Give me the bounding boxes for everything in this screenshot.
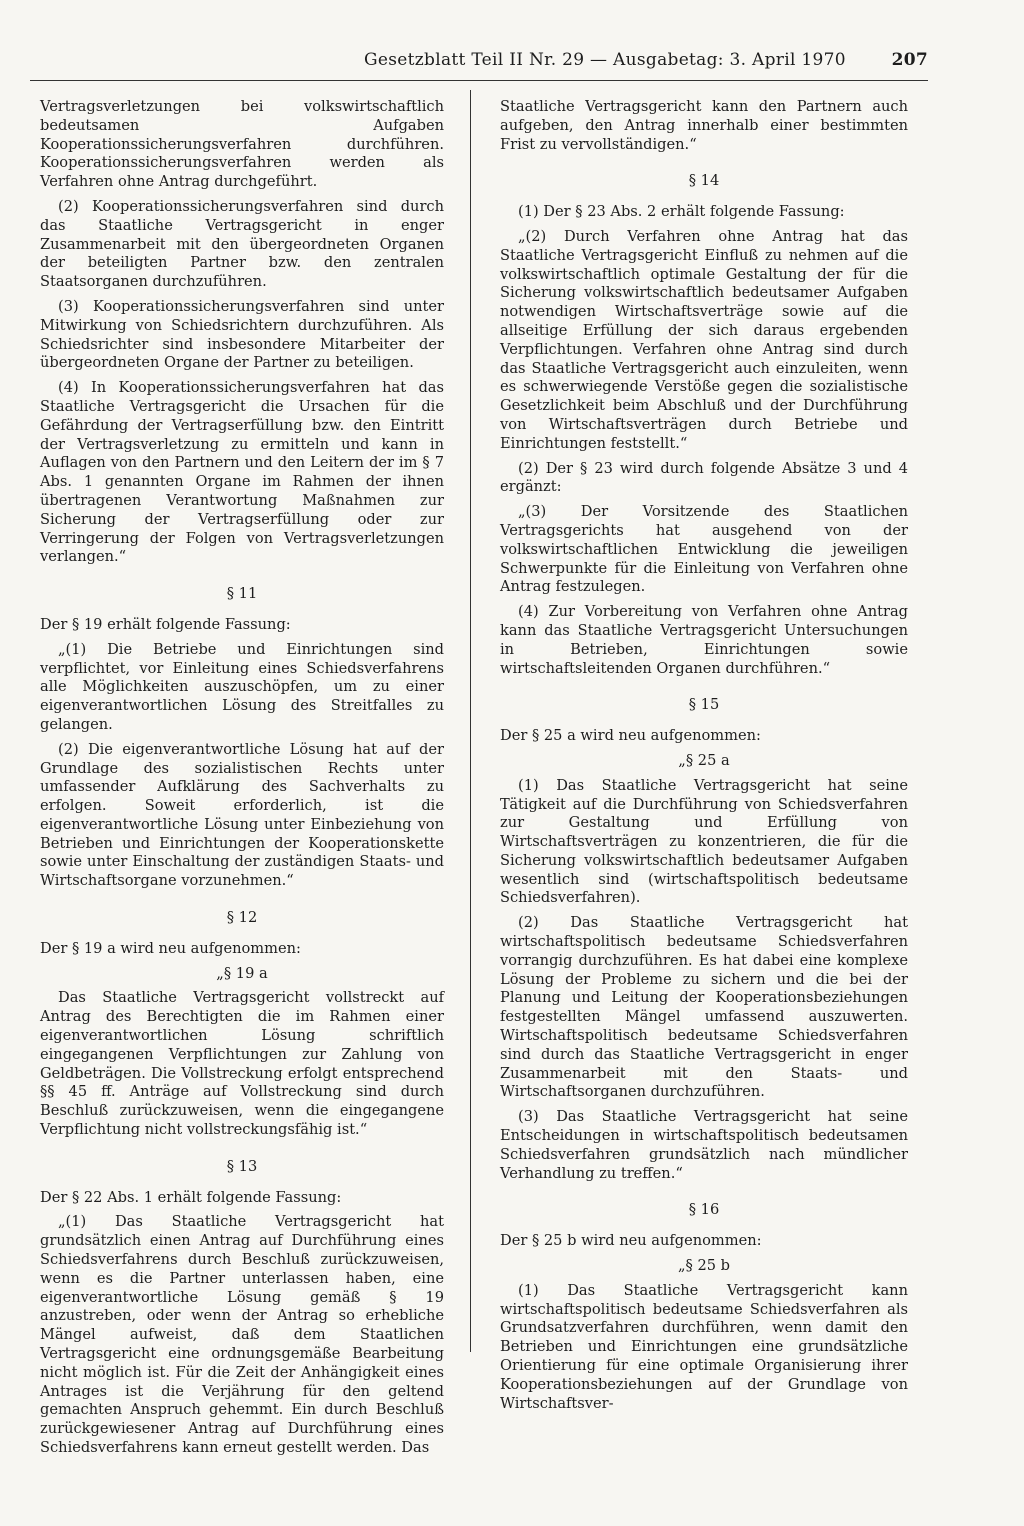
section-intro: Der § 25 b wird neu aufgenommen: (500, 1232, 762, 1250)
paragraph: „(1) Die Betriebe und Einrichtungen sind verpflichtet, vor Einleitung eines Schiedsverfahrens alle Möglichkeiten auszuschöpfen, um zu einer eigenverantwortlichen Lösung des Streitfalles zu gelangen. (40, 640, 444, 733)
paragraph: (2) Das Staatliche Vertragsgericht hat wirtschaftspolitisch bedeutsame Schiedsverfahren vorrangig durchzuführen. Es hat dabei eine komplexe Lösung der Probleme zu sichern und die bei der Planung und Leitung der Kooperationsbeziehungen festgestellten Mängel umfassend auszuwerten. Wirtschaftspolitisch bedeutsame Schiedsverfahren sind durch das Staatliche Vertragsgericht in enger Zusammenarbeit mit den Staats- und Wirtschaftsorganen durchzuführen. (500, 914, 908, 1101)
paragraph: (1) Das Staatliche Vertragsgericht kann wirtschaftspolitisch bedeutsame Schiedsverfahren als Grundsatzverfahren durchführen, wenn damit den Betrieben und Einrichtungen eine grundsätzliche Orientierung für eine optimale Organisierung ihrer Kooperationsbeziehungen auf der Grundlage von Wirtschaftsver- (500, 1281, 908, 1412)
paragraph: Staatliche Vertragsgericht kann den Partnern auch aufgeben, den Antrag innerhalb einer bestimmten Frist zu vervollständigen.“ (500, 98, 908, 153)
right-column (500, 98, 908, 1419)
paragraph: „(1) Das Staatliche Vertragsgericht hat grundsätzlich einen Antrag auf Durchführung eines Schiedsverfahrens durch Beschluß zurückzuweisen, wenn es die Partner unterlassen haben, eine eigenverantwortliche Lösung gemäß § 19 anzustreben, oder wenn der Antrag so erhebliche Mängel aufweist, daß dem Staatlichen Vertragsgericht eine ordnungsgemäße Bearbeitung nicht möglich ist. Für die Zeit der Anhängigkeit eines Antrages ist die Verjährung für den geltend gemachten Anspruch gehemmt. Ein durch Beschluß zurückgewiesener Antrag auf Durchführung eines Schiedsverfahrens kann erneut gestellt werden. Das (40, 1213, 444, 1456)
paragraph: „(3) Der Vorsitzende des Staatlichen Vertragsgerichts hat ausgehend von der volkswirtschaftlichen Entwicklung die jeweiligen Schwerpunkte für die Einleitung von Verfahren ohne Antrag festzulegen. (500, 503, 908, 596)
section-intro: Der § 19 erhält folgende Fassung: (40, 615, 291, 633)
paragraph: (1) Das Staatliche Vertragsgericht hat seine Tätigkeit auf die Durchführung von Schiedsverfahren zur Gestaltung und Erfüllung von Wirtschaftsverträgen zu konzentrieren, die für die Sicherung volkswirtschaftlich bedeutsamer Aufgaben wesentlich sind (wirtschaftspolitisch bedeutsame Schiedsverfahren). (500, 776, 908, 907)
paragraph: „(2) Durch Verfahren ohne Antrag hat das Staatliche Vertragsgericht Einfluß zu nehmen auf die volkswirtschaftlich optimale Gestaltung der für die Sicherung volkswirtschaftlich bedeutsamer Aufgaben notwendigen Wirtschaftsverträge sowie auf die allseitige Erfüllung der sich daraus ergebenden Verpflichtungen. Verfahren ohne Antrag sind durch das Staatliche Vertragsgericht auch einzuleiten, wenn es schwerwiegende Verstöße gegen die sozialistische Gesetzlichkeit beim Abschluß und der Durchführung von Wirtschaftsverträgen durch Betriebe und Einrichtungen feststellt.“ (500, 227, 908, 452)
section-heading-16: § 16 (688, 1201, 720, 1219)
paragraph: Das Staatliche Vertragsgericht vollstreckt auf Antrag des Berechtigten die im Rahmen einer eigenverantwortlichen Lösung schriftlich eingegangenen Verpflichtungen zur Zahlung von Geldbeträgen. Die Vollstreckung erfolgt entsprechend §§ 45 ff. Anträge auf Vollstreckung sind durch Beschluß zurückzuweisen, wenn die eingegangene Verpflichtung nicht vollstreckungsfähig ist.“ (40, 989, 444, 1139)
section-intro: Der § 19 a wird neu aufgenommen: (40, 939, 301, 957)
paragraph: (4) Zur Vorbereitung von Verfahren ohne Antrag kann das Staatliche Vertragsgericht Untersuchungen in Betrieben, Einrichtungen sowie wirtschaftsleitenden Organen durchführen.“ (500, 603, 908, 677)
quoted-section-heading: „§ 19 a (216, 964, 268, 982)
paragraph: Vertragsverletzungen bei volkswirtschaftlich bedeutsamen Aufgaben Kooperationssicherungsverfahren durchführen. Kooperationssicherungsverfahren werden als Verfahren ohne Antrag durchgeführt. (40, 98, 444, 191)
section-heading-15: § 15 (688, 696, 720, 714)
section-intro: (2) Der § 23 wird durch folgende Absätze 3 und 4 ergänzt: (500, 459, 908, 496)
left-column (40, 98, 444, 1464)
section-heading-13: § 13 (226, 1157, 258, 1175)
section-heading-11: § 11 (226, 585, 258, 603)
paragraph: (3) Das Staatliche Vertragsgericht hat seine Entscheidungen in wirtschaftspolitisch bedeutsamen Schiedsverfahren grundsätzlich nach mündlicher Verhandlung zu treffen.“ (500, 1108, 908, 1182)
section-intro: Der § 22 Abs. 1 erhält folgende Fassung: (40, 1188, 342, 1206)
header-title: Gesetzblatt Teil II Nr. 29 — Ausgabetag: 3. April 1970 (364, 50, 846, 70)
section-heading-12: § 12 (226, 909, 258, 927)
page-number: 207 (891, 50, 928, 70)
section-heading-14: § 14 (688, 172, 720, 190)
section-intro: Der § 25 a wird neu aufgenommen: (500, 727, 761, 745)
section-intro: (1) Der § 23 Abs. 2 erhält folgende Fassung: (518, 203, 845, 221)
paragraph: (4) In Kooperationssicherungsverfahren hat das Staatliche Vertragsgericht die Ursachen für die Gefährdung der Vertragserfüllung bzw. den Eintritt der Vertragsverletzung zu ermitteln und kann in Auflagen von den Partnern und den Leitern der im § 7 Abs. 1 genannten Organe im Rahmen der ihnen übertragenen Verantwortung Maßnahmen zur Sicherung der Vertragserfüllung oder zur Verringerung der Folgen von Vertragsverletzungen verlangen.“ (40, 379, 444, 566)
header-rule (30, 80, 928, 81)
quoted-section-heading: „§ 25 b (677, 1257, 731, 1275)
paragraph: (2) Die eigenverantwortliche Lösung hat auf der Grundlage des sozialistischen Rechts unter umfassender Aufklärung des Sachverhalts zu erfolgen. Soweit erforderlich, ist die eigenverantwortliche Lösung unter Einbeziehung von Betrieben und Einrichtungen der Kooperationskette sowie unter Einschaltung der zuständigen Staats- und Wirtschaftsorgane vorzunehmen.“ (40, 740, 444, 890)
quoted-section-heading: „§ 25 a (678, 751, 730, 769)
column-divider (470, 90, 471, 1352)
page-header (30, 50, 928, 70)
paragraph: (2) Kooperationssicherungsverfahren sind durch das Staatliche Vertragsgericht in enger Zusammenarbeit mit den übergeordneten Organen der beteiligten Partner bzw. den zentralen Staatsorganen durchzuführen. (40, 197, 444, 291)
paragraph: (3) Kooperationssicherungsverfahren sind unter Mitwirkung von Schiedsrichtern durchzuführen. Als Schiedsrichter sind insbesondere Mitarbeiter der übergeordneten Organe der Partner zu beteiligen. (40, 297, 444, 372)
